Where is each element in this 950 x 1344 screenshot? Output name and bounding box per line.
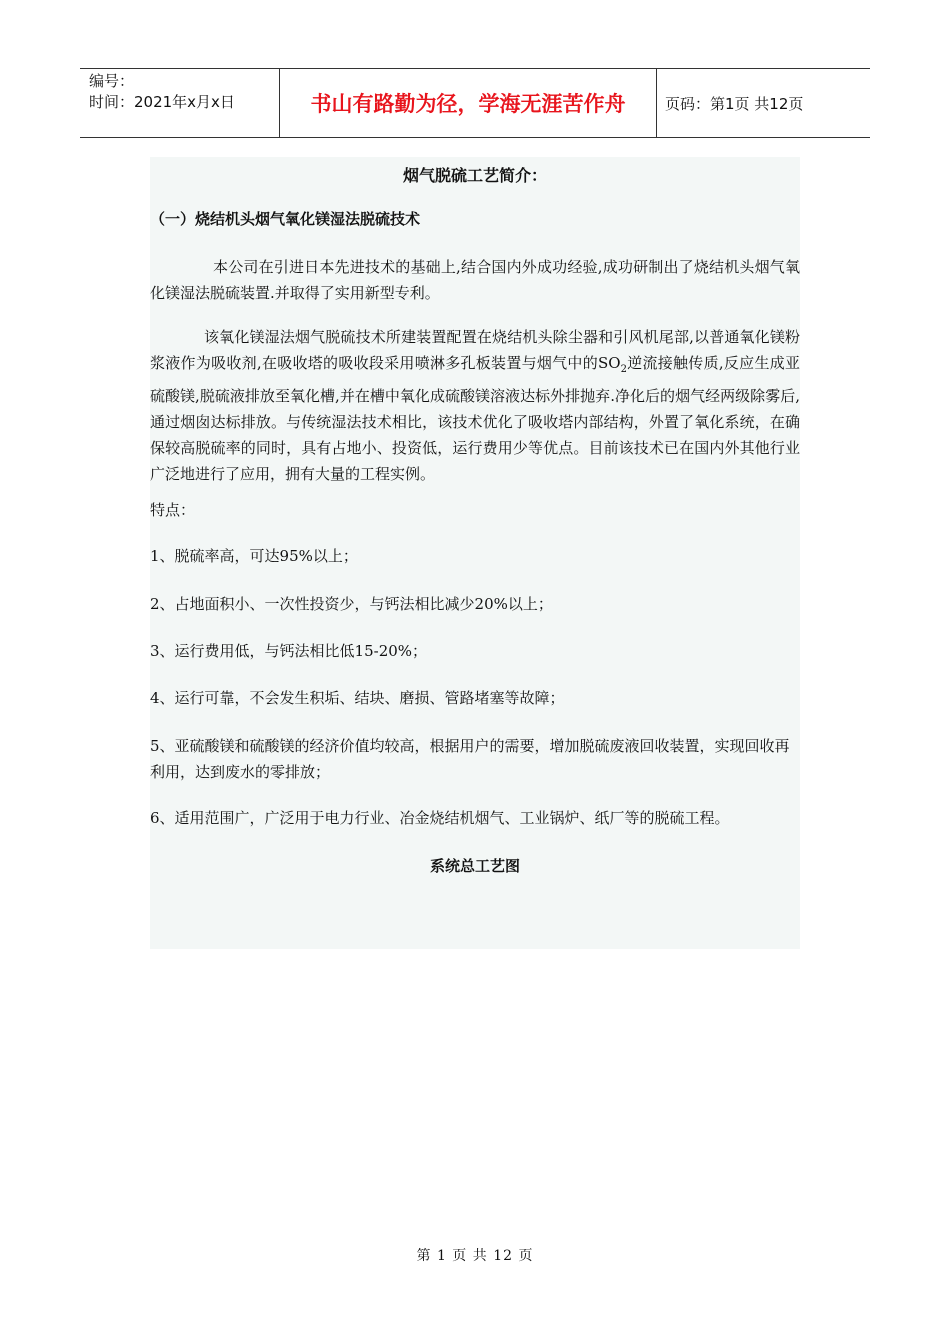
paragraph-technology-part-b: 逆流接触传质,反应生成亚硫酸镁,脱硫液排放至氧化槽,并在槽中氧化成硫酸镁溶液达标外排抛弃.净化后的烟气经两级除雾后,通过烟囱达标排放。与传统湿法技术相比，该技术优化了吸收塔内部结构，外置了氧化系统，在确保较高脱硫率的同时，具有占地小、投资低，运行费用少等优点。目前该技术已在国内外其他行业广泛地进行了应用，拥有大量的工程实例。 xyxy=(150,354,800,483)
paragraph-technology-text xyxy=(150,324,800,487)
feature-item: 2、占地面积小、一次性投资少，与钙法相比减少20%以上； xyxy=(150,595,553,613)
time-label: 时间：2021年x月x日 xyxy=(89,93,235,111)
page-footer: 第 1 页 共 12 页 xyxy=(416,1248,534,1264)
header-motto: 书山有路勤为径，学海无涯苦作舟 xyxy=(280,69,657,137)
feature-item: 6、适用范围广，广泛用于电力行业、冶金烧结机烟气、工业锅炉、纸厂等的脱硫工程。 xyxy=(150,809,730,827)
content-panel xyxy=(150,157,800,949)
feature-item: 1、脱硫率高，可达95%以上； xyxy=(150,547,358,565)
feature-item: 5、亚硫酸镁和硫酸镁的经济价值均较高，根据用户的需要，增加脱硫废液回收装置，实现回收再利用，达到废水的零排放； xyxy=(150,737,790,781)
document-header xyxy=(80,68,870,138)
section-heading: （一）烧结机头烟气氧化镁湿法脱硫技术 xyxy=(150,210,421,228)
paragraph-technology-part-a: 该氧化镁湿法烟气脱硫技术所建装置配置在烧结机头除尘器和引风机尾部,以普通氧化镁粉浆液作为吸收剂,在吸收塔的吸收段采用喷淋多孔板装置与烟气中的SO xyxy=(150,328,800,372)
paragraph-intro xyxy=(150,254,800,306)
paragraph-technology xyxy=(150,324,800,487)
feature-item: 3、运行费用低，与钙法相比低15-20%； xyxy=(150,642,428,660)
header-page-info: 页码：第1页 共12页 xyxy=(665,94,804,113)
paragraph-intro-text: 本公司在引进日本先进技术的基础上,结合国内外成功经验,成功研制出了烧结机头烟气氧化镁湿法脱硫装置.并取得了实用新型专利。 xyxy=(150,258,800,302)
number-label: 编号： xyxy=(89,72,135,90)
features-label: 特点： xyxy=(150,501,196,519)
so2-subscript: 2 xyxy=(620,364,627,375)
feature-item: 4、运行可靠，不会发生积垢、结块、磨损、管路堵塞等故障； xyxy=(150,689,565,707)
system-diagram-caption: 系统总工艺图 xyxy=(429,857,520,875)
document-title: 烟气脱硫工艺简介： xyxy=(402,166,547,185)
header-meta xyxy=(80,69,280,137)
